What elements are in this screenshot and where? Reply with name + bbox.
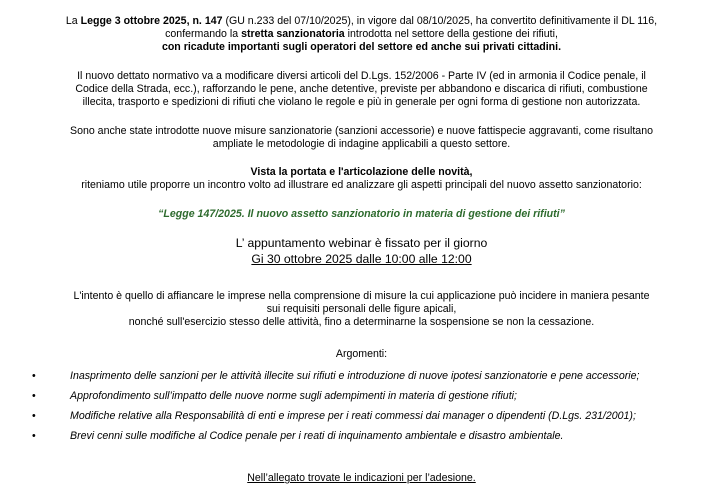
- bullet-icon: •: [32, 430, 36, 442]
- topic-text: Approfondimento sull’impatto delle nuove norme sugli adempimenti in materia di gestione rifiuti;: [70, 390, 517, 402]
- topic-text: Brevi cenni sulle modifiche al Codice penale per i reati di inquinamento ambientale e disastro ambientale.: [70, 430, 564, 442]
- appointment-block: [20, 235, 703, 267]
- list-item: [30, 410, 710, 430]
- normative-line-1: Il nuovo dettato normativo va a modificare diversi articoli del D.Lgs. 152/2006 - Parte IV (ed in armonia il Codice penale, il: [77, 70, 646, 82]
- event-title-block: [20, 208, 703, 221]
- normative-line-2: Codice della Strada, ecc.), rafforzando le pene, anche detentive, previste per abbandono e discarica di rifiuti, combustione: [75, 83, 648, 95]
- proposal-line-1: Vista la portata e l'articolazione delle novità,: [250, 166, 473, 178]
- intro-line-2: [20, 28, 703, 41]
- text: La: [65, 15, 81, 27]
- intent-line-3: nonché sull'esercizio stesso delle attività, fino a determinarne la sospensione se non la cessazione.: [128, 316, 595, 328]
- proposal-line-2: riteniamo utile proporre un incontro volto ad illustrare ed analizzare gli aspetti principali del nuovo assetto sanzionatorio:: [81, 179, 642, 191]
- bullet-icon: •: [32, 390, 36, 402]
- list-item: [30, 390, 710, 410]
- intro-line-3: con ricadute importanti sugli operatori del settore ed anche sui privati cittadini.: [161, 41, 562, 53]
- appointment-date: Gi 30 ottobre 2025 dalle 10:00 alle 12:00: [251, 252, 472, 266]
- intro-paragraph: [20, 15, 703, 54]
- list-item: [30, 430, 710, 450]
- measures-paragraph: [20, 125, 703, 151]
- proposal-paragraph: [20, 166, 703, 192]
- bullet-icon: •: [32, 410, 36, 422]
- footer-block: [20, 472, 703, 485]
- list-item: [30, 370, 710, 390]
- normative-paragraph: [20, 70, 703, 109]
- bullet-icon: •: [32, 370, 36, 382]
- text: introdotta nel settore della gestione dei rifiuti,: [344, 28, 558, 40]
- intent-line-1: L'intento è quello di affiancare le imprese nella comprensione di misure la cui applicazione può incidere in maniera pesante: [73, 290, 650, 302]
- normative-line-3: illecita, trasporto e spedizioni di rifiuti che violano le regole e più in generale per ogni forma di gestione non autorizzata.: [82, 96, 641, 108]
- attachment-note: Nell’allegato trovate le indicazioni per l’adesione.: [247, 472, 476, 484]
- text: confermando la: [165, 28, 242, 40]
- intent-line-2: sui requisiti personali delle figure apicali,: [266, 303, 457, 315]
- topics-heading-block: [20, 348, 703, 361]
- measures-line-1: Sono anche state introdotte nuove misure sanzionatorie (sanzioni accessorie) e nuove fattispecie aggravanti, come risultano: [70, 125, 653, 137]
- appointment-intro: L’ appuntamento webinar è fissato per il giorno: [235, 236, 488, 250]
- measures-line-2: ampliate le metodologie di indagine applicabili a questo settore.: [212, 138, 511, 150]
- intent-paragraph: [20, 290, 703, 329]
- text: (GU n.233 del 07/10/2025), in vigore dal 08/10/2025, ha convertito definitivamente il DL 116,: [222, 15, 658, 27]
- topics-heading: Argomenti:: [335, 348, 388, 360]
- topic-text: Inasprimento delle sanzioni per le attività illecite sui rifiuti e introduzione di nuove ipotesi sanzionatorie e pene accessorie;: [70, 370, 640, 382]
- topics-list: [30, 370, 710, 450]
- topic-text: Modifiche relative alla Responsabilità di enti e imprese per i reati commessi dai manager o dipendenti (D.Lgs. 231/2001);: [70, 410, 636, 422]
- event-title: “Legge 147/2025. Il nuovo assetto sanzionatorio in materia di gestione dei rifiuti”: [158, 208, 565, 220]
- intro-line-1: [20, 15, 703, 28]
- highlight-text: stretta sanzionatoria: [241, 28, 345, 40]
- law-reference: Legge 3 ottobre 2025, n. 147: [80, 15, 223, 27]
